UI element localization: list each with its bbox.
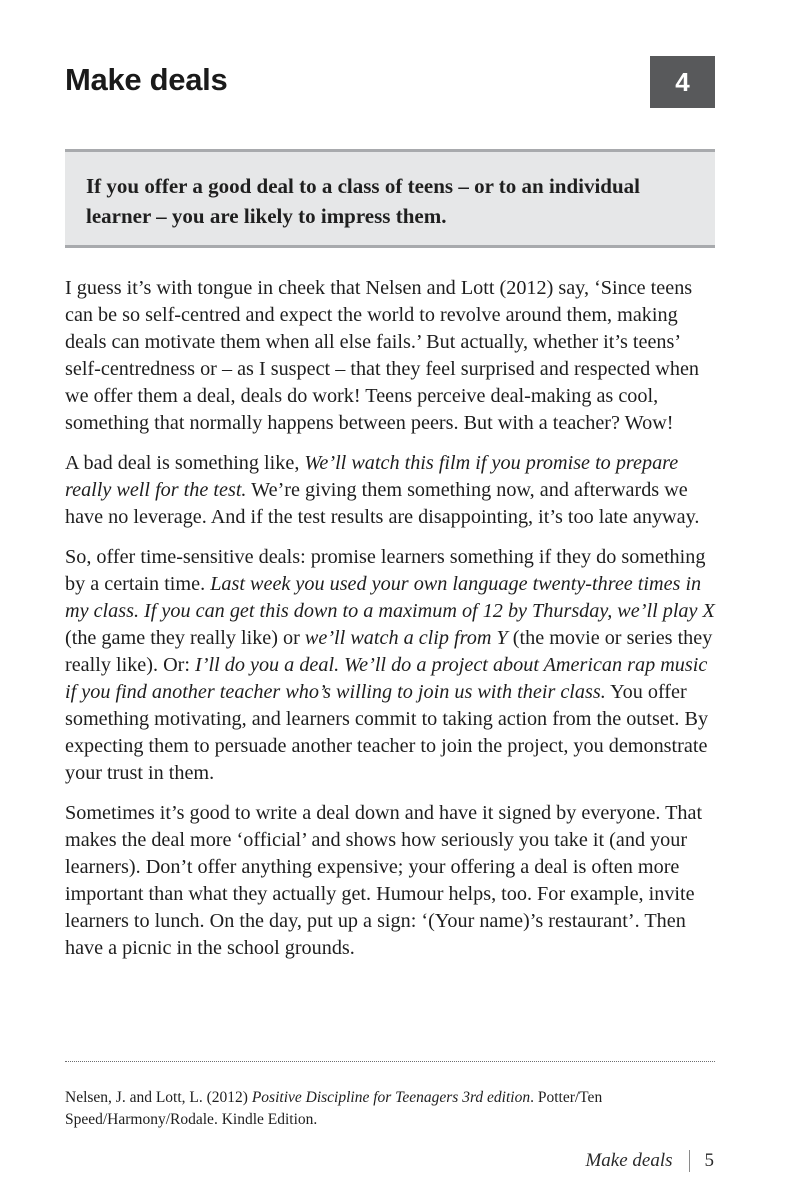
paragraph-2-text: We’re giving them something now, and afterwards we have no leverage. And if the test results are disappointing, it’s too late anyway. <box>65 479 700 528</box>
callout-text: If you offer a good deal to a class of teens – or to an individual learner – you are likely to impress them. <box>86 174 640 228</box>
running-title: Make deals <box>585 1150 673 1171</box>
paragraph-2 <box>65 450 717 531</box>
paragraph-3-text: (the movie or series they really like). Or: <box>65 627 713 676</box>
paragraph-3-example: Last week you used your own language twenty-three times in my class. If you can get this down to a maximum of 12 by Thursday, we’ll play X <box>65 573 715 622</box>
paragraph-4: Sometimes it’s good to write a deal down and have it signed by everyone. That makes the deal more ‘official’ and shows how seriously you take it (and your learners). Don’t offer anything expensive; your offering a deal is often more important than what they actually get. Humour helps, too. For example, invite learners to lunch. On the day, put up a sign: ‘(Your name)’s restaurant’. Then have a picnic in the school grounds. <box>65 802 703 959</box>
paragraph-3-text: You offer something motivating, and learners commit to taking action from the outset. By expecting them to persuade another teacher to join the project, you demonstrate your trust in them. <box>65 681 709 784</box>
paragraph-3-text: (the game they really like) or <box>65 627 305 649</box>
paragraph-2-text: A bad deal is something like, <box>65 452 305 474</box>
chapter-number-badge: 4 <box>650 56 715 108</box>
paragraph-1: I guess it’s with tongue in cheek that Nelsen and Lott (2012) say, ‘Since teens can be so self-centred and expect the world to revolve around them, making deals can motivate them when all else fails.’ But actually, whether it’s teens’ self-centredness or – as I suspect – that they feel surprised and respected when we offer them a deal, deals do work! Teens perceive deal-making as cool, something that normally happens between peers. But with a teacher? Wow! <box>65 277 699 434</box>
reference-publisher: . Potter/Ten Speed/Harmony/Rodale. Kindle Edition. <box>65 1089 603 1128</box>
paragraph-3 <box>65 544 717 787</box>
reference-work: Positive Discipline for Teenagers 3rd edition <box>251 1089 531 1106</box>
callout-box <box>65 149 715 248</box>
page-footer <box>585 1148 714 1174</box>
paragraph-3-example: I’ll do you a deal. We’ll do a project about American rap music if you find another teacher who’s willing to join us with their class. <box>65 654 708 703</box>
reference <box>65 1087 715 1131</box>
page-number: 5 <box>704 1150 714 1171</box>
page-title: Make deals <box>65 62 228 97</box>
dotted-divider <box>65 1061 715 1062</box>
body-text <box>65 275 717 975</box>
reference-authors: Nelsen, J. and Lott, L. (2012) <box>65 1089 252 1106</box>
paragraph-3-text: So, offer time-sensitive deals: promise learners something if they do something by a certain time. <box>65 546 706 595</box>
paragraph-3-example: we’ll watch a clip from Y <box>304 627 508 649</box>
paragraph-2-example: We’ll watch this film if you promise to prepare really well for the test. <box>65 452 679 501</box>
footer-separator <box>689 1150 690 1172</box>
